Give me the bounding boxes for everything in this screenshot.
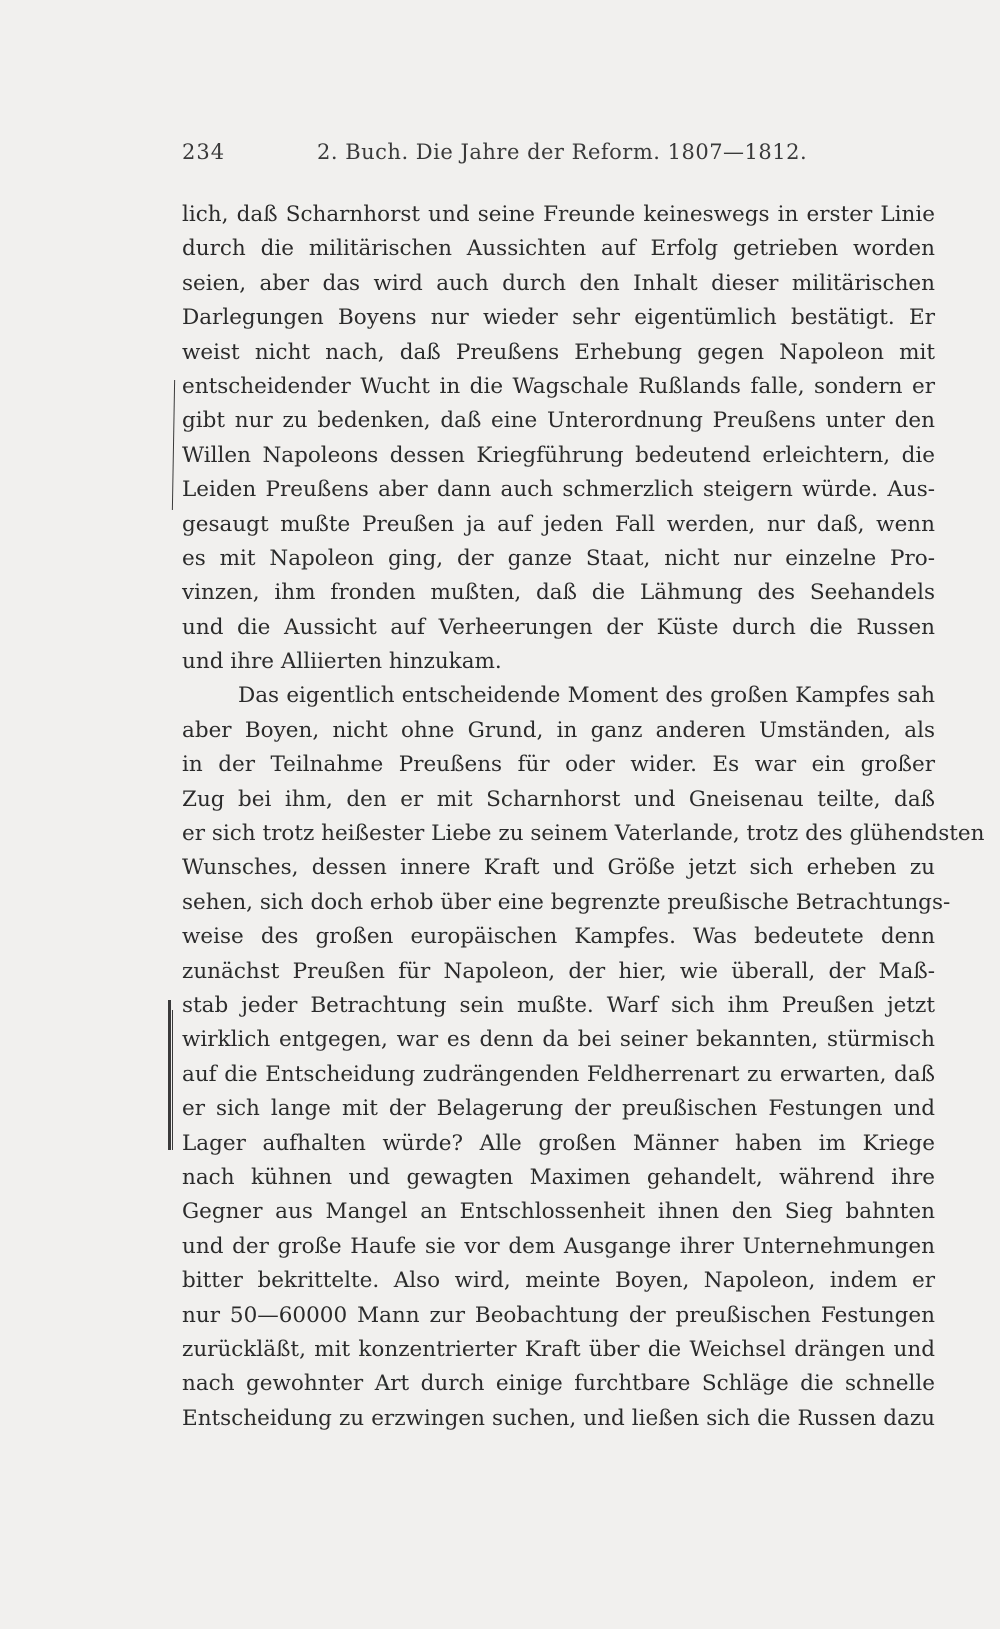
text-line: er sich lange mit der Belagerung der preußischen Festungen und — [182, 1096, 935, 1122]
text-line: Entscheidung zu erzwingen suchen, und ließen sich die Russen dazu — [182, 1405, 935, 1431]
running-title: 2. Buch. Die Jahre der Reform. 1807—1812. — [317, 140, 808, 164]
text-line: zunächst Preußen für Napoleon, der hier, wie überall, der Maß- — [182, 958, 935, 984]
text-line: wirklich entgegen, war es denn da bei seiner bekannten, stürmisch — [182, 1027, 935, 1053]
text-line: seien, aber das wird auch durch den Inhalt dieser militärischen — [182, 270, 935, 296]
text-line: auf die Entscheidung zudrängenden Feldherrenart zu erwarten, daß — [182, 1061, 935, 1087]
text-line: er sich trotz heißester Liebe zu seinem Vaterlande, trotz des glühendsten — [182, 821, 985, 847]
text-line: es mit Napoleon ging, der ganze Staat, nicht nur einzelne Pro- — [182, 545, 935, 571]
margin-pencil-mark — [172, 380, 175, 510]
margin-pencil-mark — [172, 1010, 173, 1150]
page-number: 234 — [182, 140, 226, 164]
text-line: Zug bei ihm, den er mit Scharnhorst und Gneisenau teilte, daß — [182, 786, 935, 812]
text-line: weise des großen europäischen Kampfes. Was bedeutete denn — [182, 924, 935, 950]
text-line: aber Boyen, nicht ohne Grund, in ganz anderen Umständen, als — [182, 717, 935, 743]
text-line: nach kühnen und gewagten Maximen gehandelt, während ihre — [182, 1164, 935, 1190]
text-line: vinzen, ihm fronden mußten, daß die Lähmung des Seehandels — [182, 580, 935, 606]
text-line: entscheidender Wucht in die Wagschale Rußlands falle, sondern er — [182, 373, 935, 399]
body-text — [182, 198, 985, 1436]
text-line: nur 50—60000 Mann zur Beobachtung der preußischen Festungen — [182, 1302, 935, 1328]
text-line: Leiden Preußens aber dann auch schmerzlich steigern würde. Aus- — [182, 477, 935, 503]
text-line: und die Aussicht auf Verheerungen der Küste durch die Russen — [182, 614, 935, 640]
text-line: nach gewohnter Art durch einige furchtbare Schläge die schnelle — [182, 1371, 935, 1397]
text-line: Darlegungen Boyens nur wieder sehr eigentümlich bestätigt. Er — [182, 305, 935, 331]
text-line: und der große Haufe sie vor dem Ausgange ihrer Unternehmungen — [182, 1233, 935, 1259]
text-line: sehen, sich doch erhob über eine begrenzte preußische Betrachtungs- — [182, 889, 951, 915]
text-line: durch die militärischen Aussichten auf Erfolg getrieben worden — [182, 236, 935, 262]
text-line: in der Teilnahme Preußens für oder wider. Es war ein großer — [182, 752, 935, 778]
text-line: und ihre Alliierten hinzukam. — [182, 649, 502, 675]
text-line: stab jeder Betrachtung sein mußte. Warf sich ihm Preußen jetzt — [182, 992, 935, 1018]
text-line: Lager aufhalten würde? Alle großen Männer haben im Kriege — [182, 1130, 935, 1156]
margin-pencil-mark — [168, 1000, 171, 1150]
text-line: lich, daß Scharnhorst und seine Freunde keineswegs in erster Linie — [182, 202, 935, 227]
text-line: Gegner aus Mangel an Entschlossenheit ihnen den Sieg bahnten — [182, 1199, 935, 1225]
text-line: weist nicht nach, daß Preußens Erhebung gegen Napoleon mit — [182, 339, 935, 365]
text-line: Wunsches, dessen innere Kraft und Größe jetzt sich erheben zu — [182, 855, 935, 881]
text-line: Willen Napoleons dessen Kriegführung bedeutend erleichtern, die — [182, 442, 935, 468]
text-line: bitter bekrittelte. Also wird, meinte Boyen, Napoleon, indem er — [182, 1268, 935, 1294]
text-line: zurückläßt, mit konzentrierter Kraft über die Weichsel drängen und — [182, 1336, 935, 1362]
text-line: gesaugt mußte Preußen ja auf jeden Fall werden, nur daß, wenn — [182, 511, 935, 537]
text-line: Das eigentlich entscheidende Moment des großen Kampfes sah — [238, 683, 935, 709]
text-line: gibt nur zu bedenken, daß eine Unterordnung Preußens unter den — [182, 408, 935, 434]
